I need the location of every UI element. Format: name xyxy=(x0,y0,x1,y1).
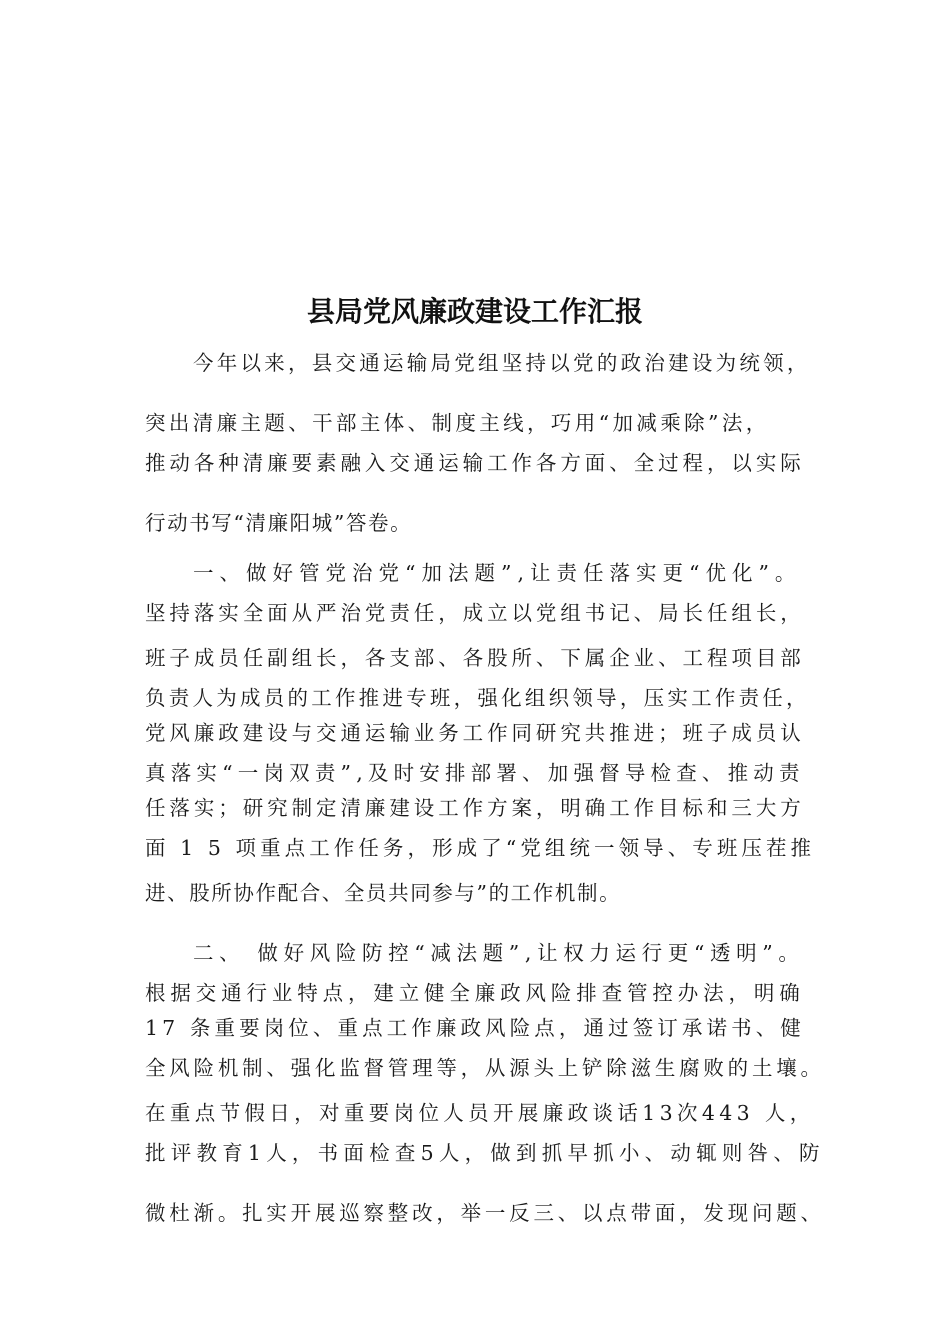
body-line: 任落实；研究制定清廉建设工作方案，明确工作目标和三大方 xyxy=(145,796,805,820)
body-line: 面 1 5 项重点工作任务，形成了“党组统一领导、专班压茬推 xyxy=(145,836,816,860)
body-line: 进、股所协作配合、全员共同参与”的工作机制。 xyxy=(145,881,622,905)
body-line: 在重点节假日，对重要岗位人员开展廉政谈话13次443 人， xyxy=(145,1101,815,1125)
body-line: 真落实“一岗双责”,及时安排部署、加强督导检查、推动责 xyxy=(145,761,805,785)
body-line: 批评教育1人，书面检查5人，做到抓早抓小、动辄则咎、防 xyxy=(145,1141,825,1165)
body-line: 坚持落实全面从严治党责任，成立以党组书记、局长任组长， xyxy=(145,601,805,625)
body-line: 全风险机制、强化监督管理等，从源头上铲除滋生腐败的土壤。 xyxy=(145,1056,825,1080)
body-line: 今年以来，县交通运输局党组坚持以党的政治建设为统领， xyxy=(193,351,811,375)
body-line: 党风廉政建设与交通运输业务工作同研究共推进；班子成员认 xyxy=(145,721,805,745)
body-line: 行动书写“清廉阳城”答卷。 xyxy=(145,511,413,535)
body-line: 微杜渐。扎实开展巡察整改，举一反三、以点带面，发现问题、 xyxy=(145,1201,825,1225)
document-title: 县局党风廉政建设工作汇报 xyxy=(306,295,643,328)
body-line: 二、 做好风险防控“减法题”,让权力运行更“透明”。 xyxy=(193,941,805,965)
body-line: 推动各种清廉要素融入交通运输工作各方面、全过程，以实际 xyxy=(145,451,805,475)
body-line: 班子成员任副组长，各支部、各股所、下属企业、工程项目部 xyxy=(145,646,805,670)
body-line: 突出清廉主题、干部主体、制度主线，巧用“加减乘除”法， xyxy=(145,411,770,435)
body-line: 负责人为成员的工作推进专班，强化组织领导，压实工作责任， xyxy=(145,686,810,710)
body-line: 一、做好管党治党“加法题”,让责任落实更“优化”。 xyxy=(193,561,802,585)
body-line: 根据交通行业特点，建立健全廉政风险排查管控办法，明确 xyxy=(145,981,805,1005)
body-line: 17 条重要岗位、重点工作廉政风险点，通过签订承诺书、健 xyxy=(145,1016,805,1040)
